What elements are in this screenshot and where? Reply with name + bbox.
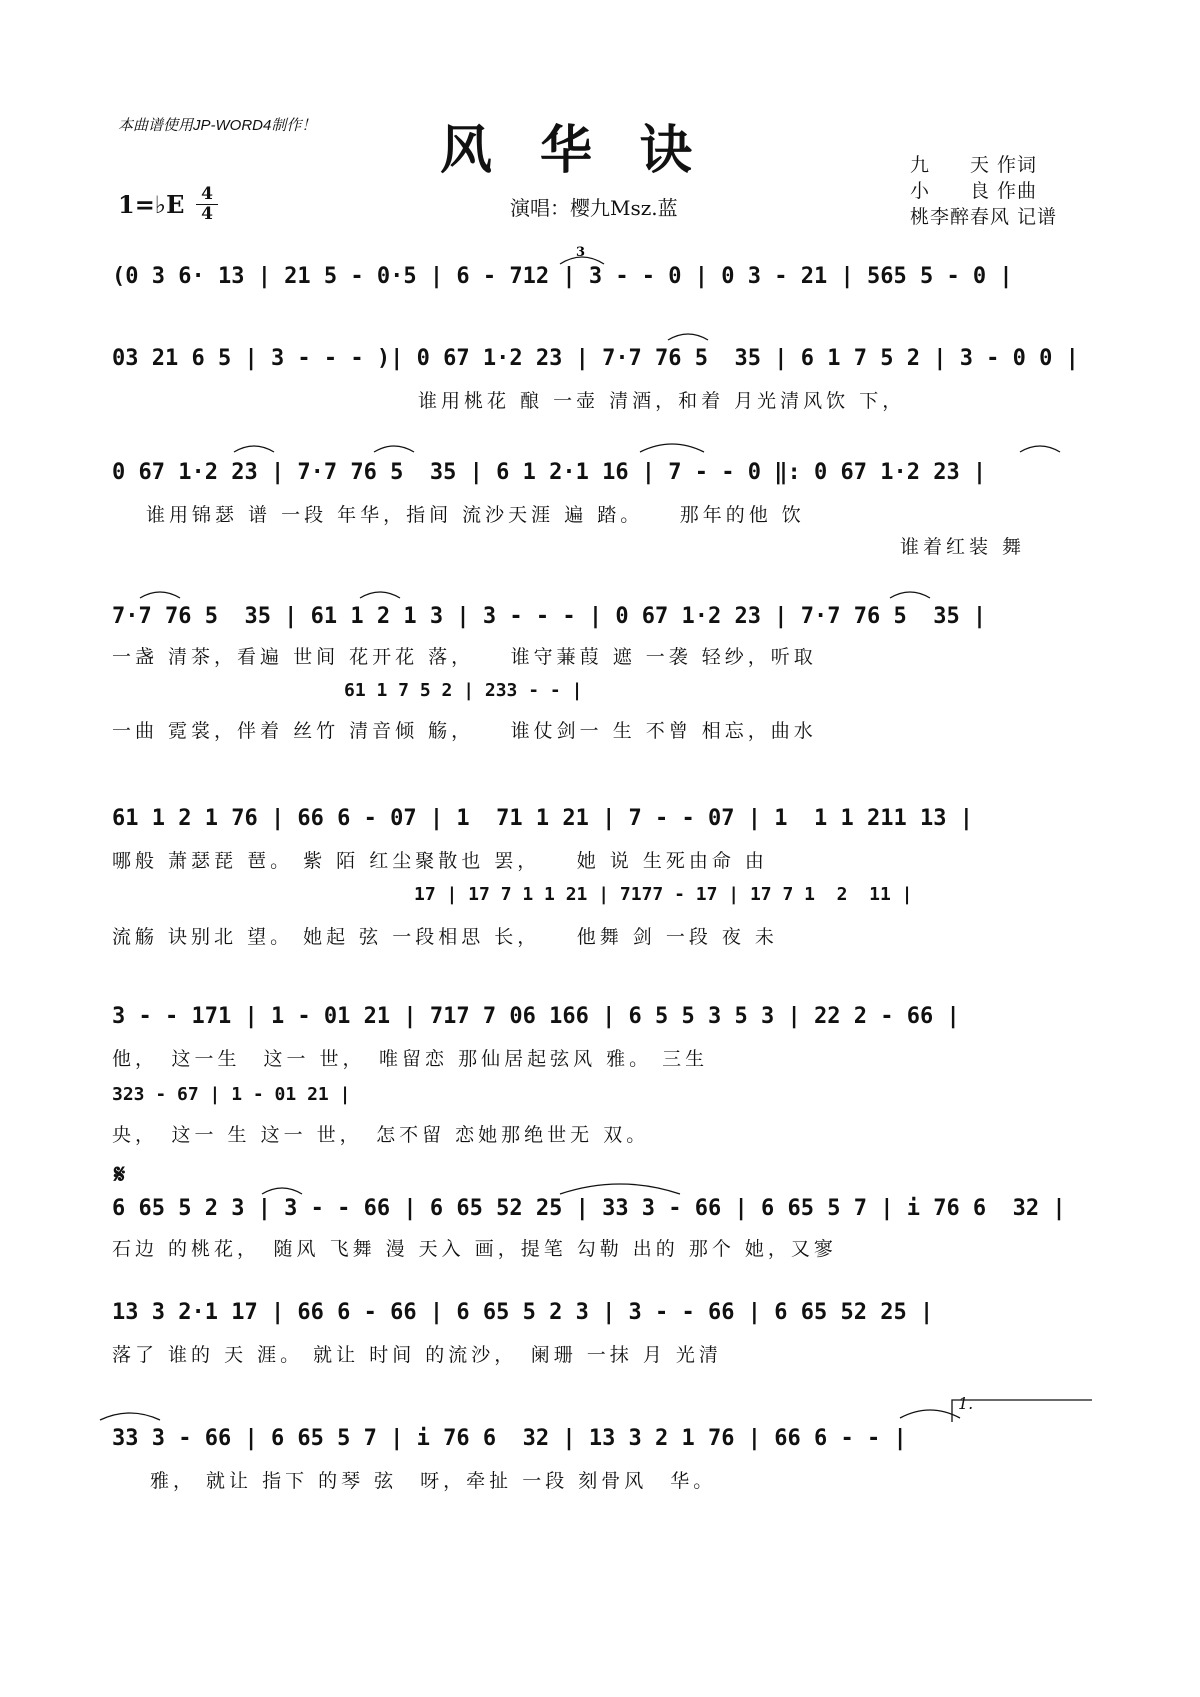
tie-slur bbox=[140, 592, 180, 598]
tie-slur bbox=[100, 1413, 160, 1420]
system-5-music: 61 1 2 1 76 | 66 6 - 07 | 1 71 1 21 | 7 - - 07 | 1 1 1 211 13 | bbox=[112, 806, 973, 831]
first-ending-bracket bbox=[952, 1400, 1092, 1422]
song-title: 风华诀 bbox=[440, 120, 741, 181]
system-6-lyrics-verse-2: 央， 这一 生 这一 世， 怎不留 恋她那绝世无 双。 bbox=[112, 1124, 650, 1146]
system-2-music: 03 21 6 5 | 3 - - - )| 0 67 1·2 23 | 7·7 76 5 35 | 6 1 7 5 2 | 3 - 0 0 | bbox=[112, 346, 1079, 371]
tie-slur bbox=[640, 444, 704, 452]
tie-slur bbox=[262, 1188, 302, 1194]
system-8-music: 13 3 2·1 17 | 66 6 - 66 | 6 65 5 2 3 | 3 - - 66 | 6 65 52 25 | bbox=[112, 1300, 934, 1325]
tie-slur bbox=[900, 1410, 960, 1418]
system-9-lyrics: 雅， 就让 指下 的琴 弦 呀，牵扯 一段 刻骨风 华。 bbox=[150, 1470, 717, 1492]
system-4-music: 7·7 76 5 35 | 61 1 2 1 3 | 3 - - - | 0 67 1·2 23 | 7·7 76 5 35 | bbox=[112, 604, 987, 629]
system-3-lyrics-verse-2: 谁着红装 舞 bbox=[900, 536, 1026, 558]
first-ending-mark: 1. bbox=[958, 1394, 974, 1413]
tie-slur bbox=[1020, 446, 1060, 452]
tie-slur bbox=[668, 334, 708, 340]
system-1-music: (0 3 6· 13 | 21 5 - 0·5 | 6 - 712 | 3 - - 0 | 0 3 - 21 | 565 5 - 0 | bbox=[112, 264, 1013, 289]
tie-slur bbox=[890, 592, 930, 598]
tie-slur bbox=[560, 1184, 680, 1194]
transcriber-credit: 桃李醉春风 记谱 bbox=[910, 206, 1058, 228]
key-signature: 1=♭E bbox=[118, 190, 185, 219]
system-7-music: 6 65 5 2 3 | 3 - - 66 | 6 65 52 25 | 33 3 - 66 | 6 65 5 7 | i 76 6 32 | bbox=[112, 1196, 1066, 1221]
software-credit: 本曲谱使用JP-WORD4制作！ bbox=[118, 117, 317, 134]
system-3-lyrics-verse-1: 谁用锦瑟 谱 一段 年华，指间 流沙天涯 遍 踏。 那年的他 饮 bbox=[146, 504, 805, 526]
system-8-lyrics: 落了 谁的 天 涯。 就让 时间 的流沙， 阑珊 一抹 月 光清 bbox=[112, 1344, 722, 1366]
system-4-lyrics-verse-1: 一盏 清茶，看遍 世间 花开花 落， 谁守蒹葭 遮 一袭 轻纱，听取 bbox=[112, 646, 817, 668]
composer-credit: 小 良 作曲 bbox=[910, 180, 1038, 202]
system-5-lyrics-verse-2: 流觞 诀别北 望。 她起 弦 一段相思 长， 他舞 剑 一段 夜 未 bbox=[112, 926, 778, 948]
system-6-alt-music: 323 - 67 | 1 - 01 21 | bbox=[112, 1084, 351, 1105]
triplet-mark: 3 bbox=[576, 245, 586, 260]
system-2-lyrics: 谁用桃花 酿 一壶 清酒，和着 月光清风饮 下， bbox=[418, 390, 906, 412]
tie-slur bbox=[234, 446, 274, 452]
time-signature-bottom: 4 bbox=[201, 204, 213, 224]
system-3-music: 0 67 1·2 23 | 7·7 76 5 35 | 6 1 2·1 16 | 7 - - 0 ‖: 0 67 1·2 23 | bbox=[112, 460, 987, 485]
system-6-music: 3 - - 171 | 1 - 01 21 | 717 7 06 166 | 6 5 5 3 5 3 | 22 2 - 66 | bbox=[112, 1004, 960, 1029]
system-6-lyrics-verse-1: 他， 这一生 这一 世， 唯留恋 那仙居起弦风 雅。 三生 bbox=[112, 1048, 709, 1070]
system-7-lyrics: 石边 的桃花， 随风 飞舞 漫 天入 画，提笔 勾勒 出的 那个 她，又寥 bbox=[112, 1238, 837, 1260]
system-5-alt-music: 17 | 17 7 1 1 21 | 7177 - 17 | 17 7 1 2 11 | bbox=[414, 884, 913, 905]
system-4-lyrics-verse-2: 一曲 霓裳，伴着 丝竹 清音倾 觞， 谁仗剑一 生 不曾 相忘，曲水 bbox=[112, 720, 817, 742]
segno-sign: 𝄋 bbox=[114, 1160, 126, 1190]
system-5-lyrics-verse-1: 哪般 萧瑟琵 琶。 紫 陌 红尘聚散也 罢， 她 说 生死由命 由 bbox=[112, 850, 768, 872]
tie-slur bbox=[360, 592, 400, 598]
lyricist-credit: 九 天 作词 bbox=[910, 154, 1038, 176]
tie-slur bbox=[374, 446, 414, 452]
system-9-music: 33 3 - 66 | 6 65 5 7 | i 76 6 32 | 13 3 2 1 76 | 66 6 - - | bbox=[112, 1426, 907, 1451]
system-4-alt-music: 61 1 7 5 2 | 233 - - | bbox=[344, 680, 583, 701]
singer-credit: 演唱：樱九Msz.蓝 bbox=[510, 196, 678, 220]
time-signature-top: 4 bbox=[201, 184, 213, 204]
